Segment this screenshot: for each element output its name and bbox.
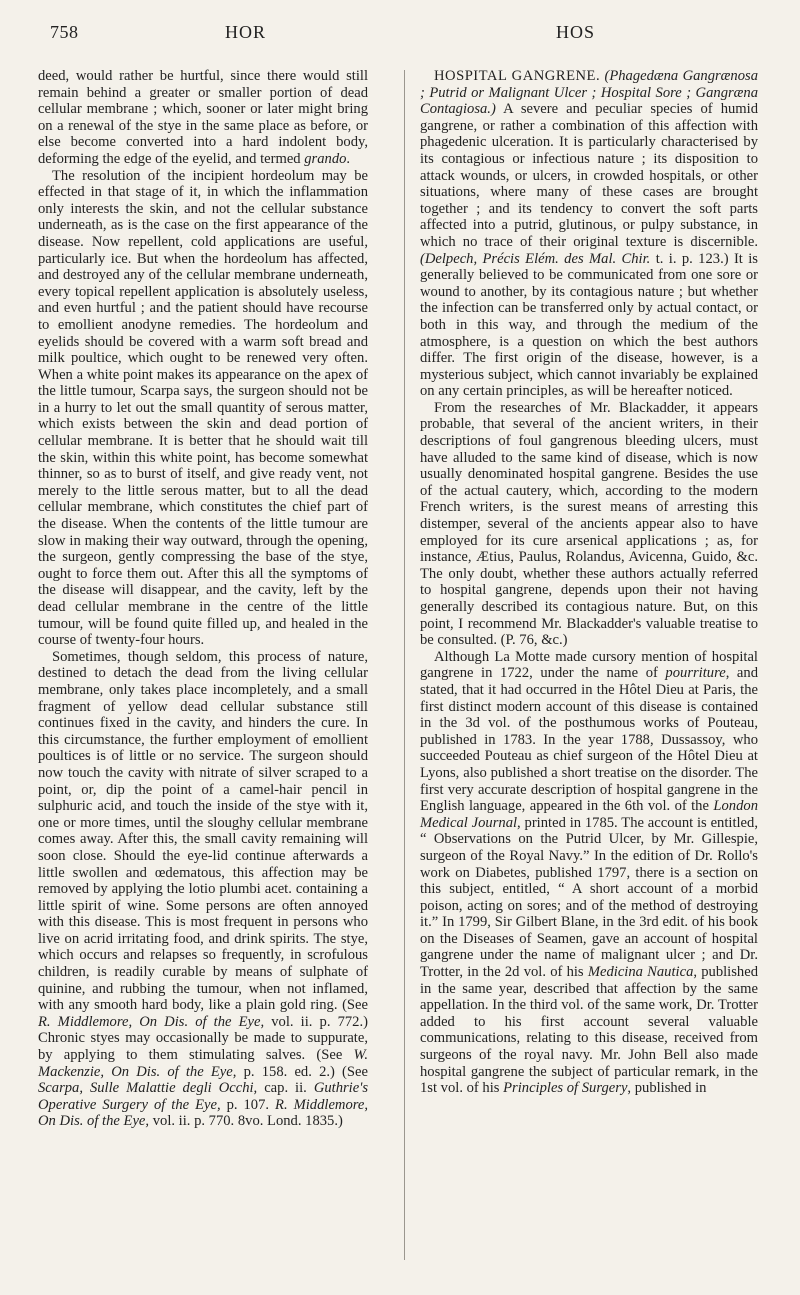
column-divider bbox=[404, 70, 405, 1260]
paragraph: deed, would rather be hurtful, since there would still remain behind a greater or smaller portion of dead cellular membrane ; which, sooner or later might bring on a renewal of the stye in the same place as before, or else become converted into a hard indolent body, deforming the edge of the eyelid, and termed grando. bbox=[38, 68, 368, 167]
right-column bbox=[420, 68, 758, 1097]
entry-hospital-gangrene: HOSPITAL GANGRENE. (Phagedæna Gangrænosa ; Putrid or Malignant Ulcer ; Hospital Sore ; Gangræna Contagiosa.) A severe and peculiar species of humid gangrene, or rather a combination of this affection with phagedenic ulceration. It is particularly characterised by its contagious or infectious nature ; its disposition to attack wounds, or ulcers, in crowded hospitals, or other situations, where many of these cases are brought together ; and its tendency to convert the soft parts affected into a putrid, glutinous, or pulpy substance, in which no trace of their original texture is discernible. (Delpech, Précis Elém. des Mal. Chir. t. i. p. 123.) It is generally believed to be communicated from one sore or wound to another, by its contagious nature ; but whether the infection can be transferred only by actual contact, or both in this way, and through the medium of the atmosphere, is a question on which the best authors differ. The first origin of the disease, however, is a mysterious subject, which cannot invariably be explained on any certain principles, as will be hereafter noticed. bbox=[420, 68, 759, 400]
running-header bbox=[50, 22, 760, 52]
left-column bbox=[38, 68, 368, 1130]
paragraph: Although La Motte made cursory mention of hospital gangrene in 1722, under the name of pourriture, and stated, that it had occurred in the Hôtel Dieu at Paris, the first distinct modern account of this disease is contained in the 3d vol. of the posthumous works of Pouteau, published in 1783. In the year 1788, Dussassoy, who succeeded Pouteau as chief surgeon of the Hôtel Dieu at Lyons, also published a short treatise on the disorder. The first very accurate description of hospital gangrene in the English language, appeared in the 6th vol. of the London Medical Journal, printed in 1785. The account is entitled, “ Observations on the Putrid Ulcer, by Mr. Gillespie, surgeon of the Royal Navy.” In the edition of Dr. Rollo's work on Diabetes, published 1797, there is a section on this subject, entitled, “ A short account of a morbid poison, acting on sores; and of the method of destroying it.” In 1799, Sir Gilbert Blane, in the 3rd edit. of his book on the Diseases of Seamen, gave an account of hospital gangrene under the name of malignant ulcer ; and Dr. Trotter, in the 2d vol. of his Medicina Nautica, published in the same year, described that affection by the same appellation. In the third vol. of the same work, Dr. Trotter added to his first account several valuable communications, relating to this disease, received from surgeons of the royal navy. Mr. John Bell also made hospital gangrene the subject of particular remark, in the 1st vol. of his Principles of Surgery, published in bbox=[420, 648, 758, 1097]
paragraph: Sometimes, though seldom, this process of nature, destined to detach the dead from the living cellular membrane, only takes place incompletely, and a small fragment of yellow dead cellular substance still continues fixed in the cavity, and hinders the cure. In this circumstance, the further employment of emollient poultices is of little or no service. The surgeon should now touch the cavity with nitrate of silver scraped to a point, or, dip the point of a camel-hair pencil in sulphuric acid, and touch the inside of the stye with it, one or more times, until the sloughy cellular membrane comes away. After this, the small cavity remaining will soon close. Should the eye-lid continue afterwards a little swollen and œdematous, this affection may be removed by applying the lotio plumbi acet. containing a little spirit of wine. Some persons are often annoyed with this disease. This is most frequent in persons who live on acrid irritating food, and drink spirits. The stye, which occurs and relapses so frequently, in scrofulous children, is readily curable by means of sulphate of quinine, and rubbing the tumour, when not inflamed, with any smooth hard body, like a plain gold ring. (See R. Middlemore, On Dis. of the Eye, vol. ii. p. 772.) Chronic styes may occasionally be made to suppurate, by applying to them stimulating salves. (See W. Mackenzie, On Dis. of the Eye, p. 158. ed. 2.) (See Scarpa, Sulle Malattie degli Occhi, cap. ii. Guthrie's Operative Surgery of the Eye, p. 107. R. Middlemore, On Dis. of the Eye, vol. ii. p. 770. 8vo. Lond. 1835.) bbox=[38, 648, 369, 1130]
entry-title: HOSPITAL GANGRENE. bbox=[434, 68, 601, 84]
paragraph: From the researches of Mr. Blackadder, it appears probable, that several of the ancient writers, in their descriptions of foul gangrenous bleeding ulcers, must have alluded to the same kind of disease, which is now usually denominated hospital gangrene. Besides the use of the actual cautery, which, according to the modern French writers, is the surest means of arresting this distemper, several of the ancients appear also to have employed for its cure arsenical applications ; as, for instance, Ætius, Paulus, Rolandus, Avicenna, Guido, &c. The only doubt, whether these authors actually referred to hospital gangrene, depends upon their not having generally described its contagious nature. But, on this point, I recommend Mr. Blackadder's valuable treatise to be consulted. (P. 76, &c.) bbox=[420, 399, 758, 649]
page-number: 758 bbox=[50, 22, 79, 42]
left-running-head: HOR bbox=[225, 22, 267, 42]
paragraph: The resolution of the incipient hordeolum may be effected in that stage of it, in which the inflammation only interests the skin, and not the cellular substance underneath, as is the case on the first appearance of the disease. Now repellent, cold applications are useful, particularly ice. But when the hordeolum has affected, and destroyed any of the cellular membrane underneath, every topical repellent application is absolutely useless, and even hurtful ; and the patient should have recourse to emollient anodyne remedies. The hordeolum and eyelids should be covered with a warm soft bread and milk poultice, which ought to be renewed very often. When a white point makes its appearance on the apex of the little tumour, Scarpa says, the surgeon should not be in a hurry to let out the small quantity of serous matter, which exists between the skin and dead portion of cellular membrane. It is better that he should wait till the skin, within this white point, has become somewhat thinner, so as to burst of itself, and give ready vent, not merely to the little serous matter, but to all the dead cellular membrane, which constitutes the chief part of the disease. When the contents of the little tumour are slow in making their way outward, through the opening, the surgeon, gently compressing the base of the stye, ought to force them out. After this all the symptoms of the disease will disappear, and the cavity, left by the dead cellular membrane in the centre of the little tumour, will be found quite filled up, and healed in the course of twenty-four hours. bbox=[38, 167, 368, 649]
right-running-head: HOS bbox=[556, 22, 596, 42]
